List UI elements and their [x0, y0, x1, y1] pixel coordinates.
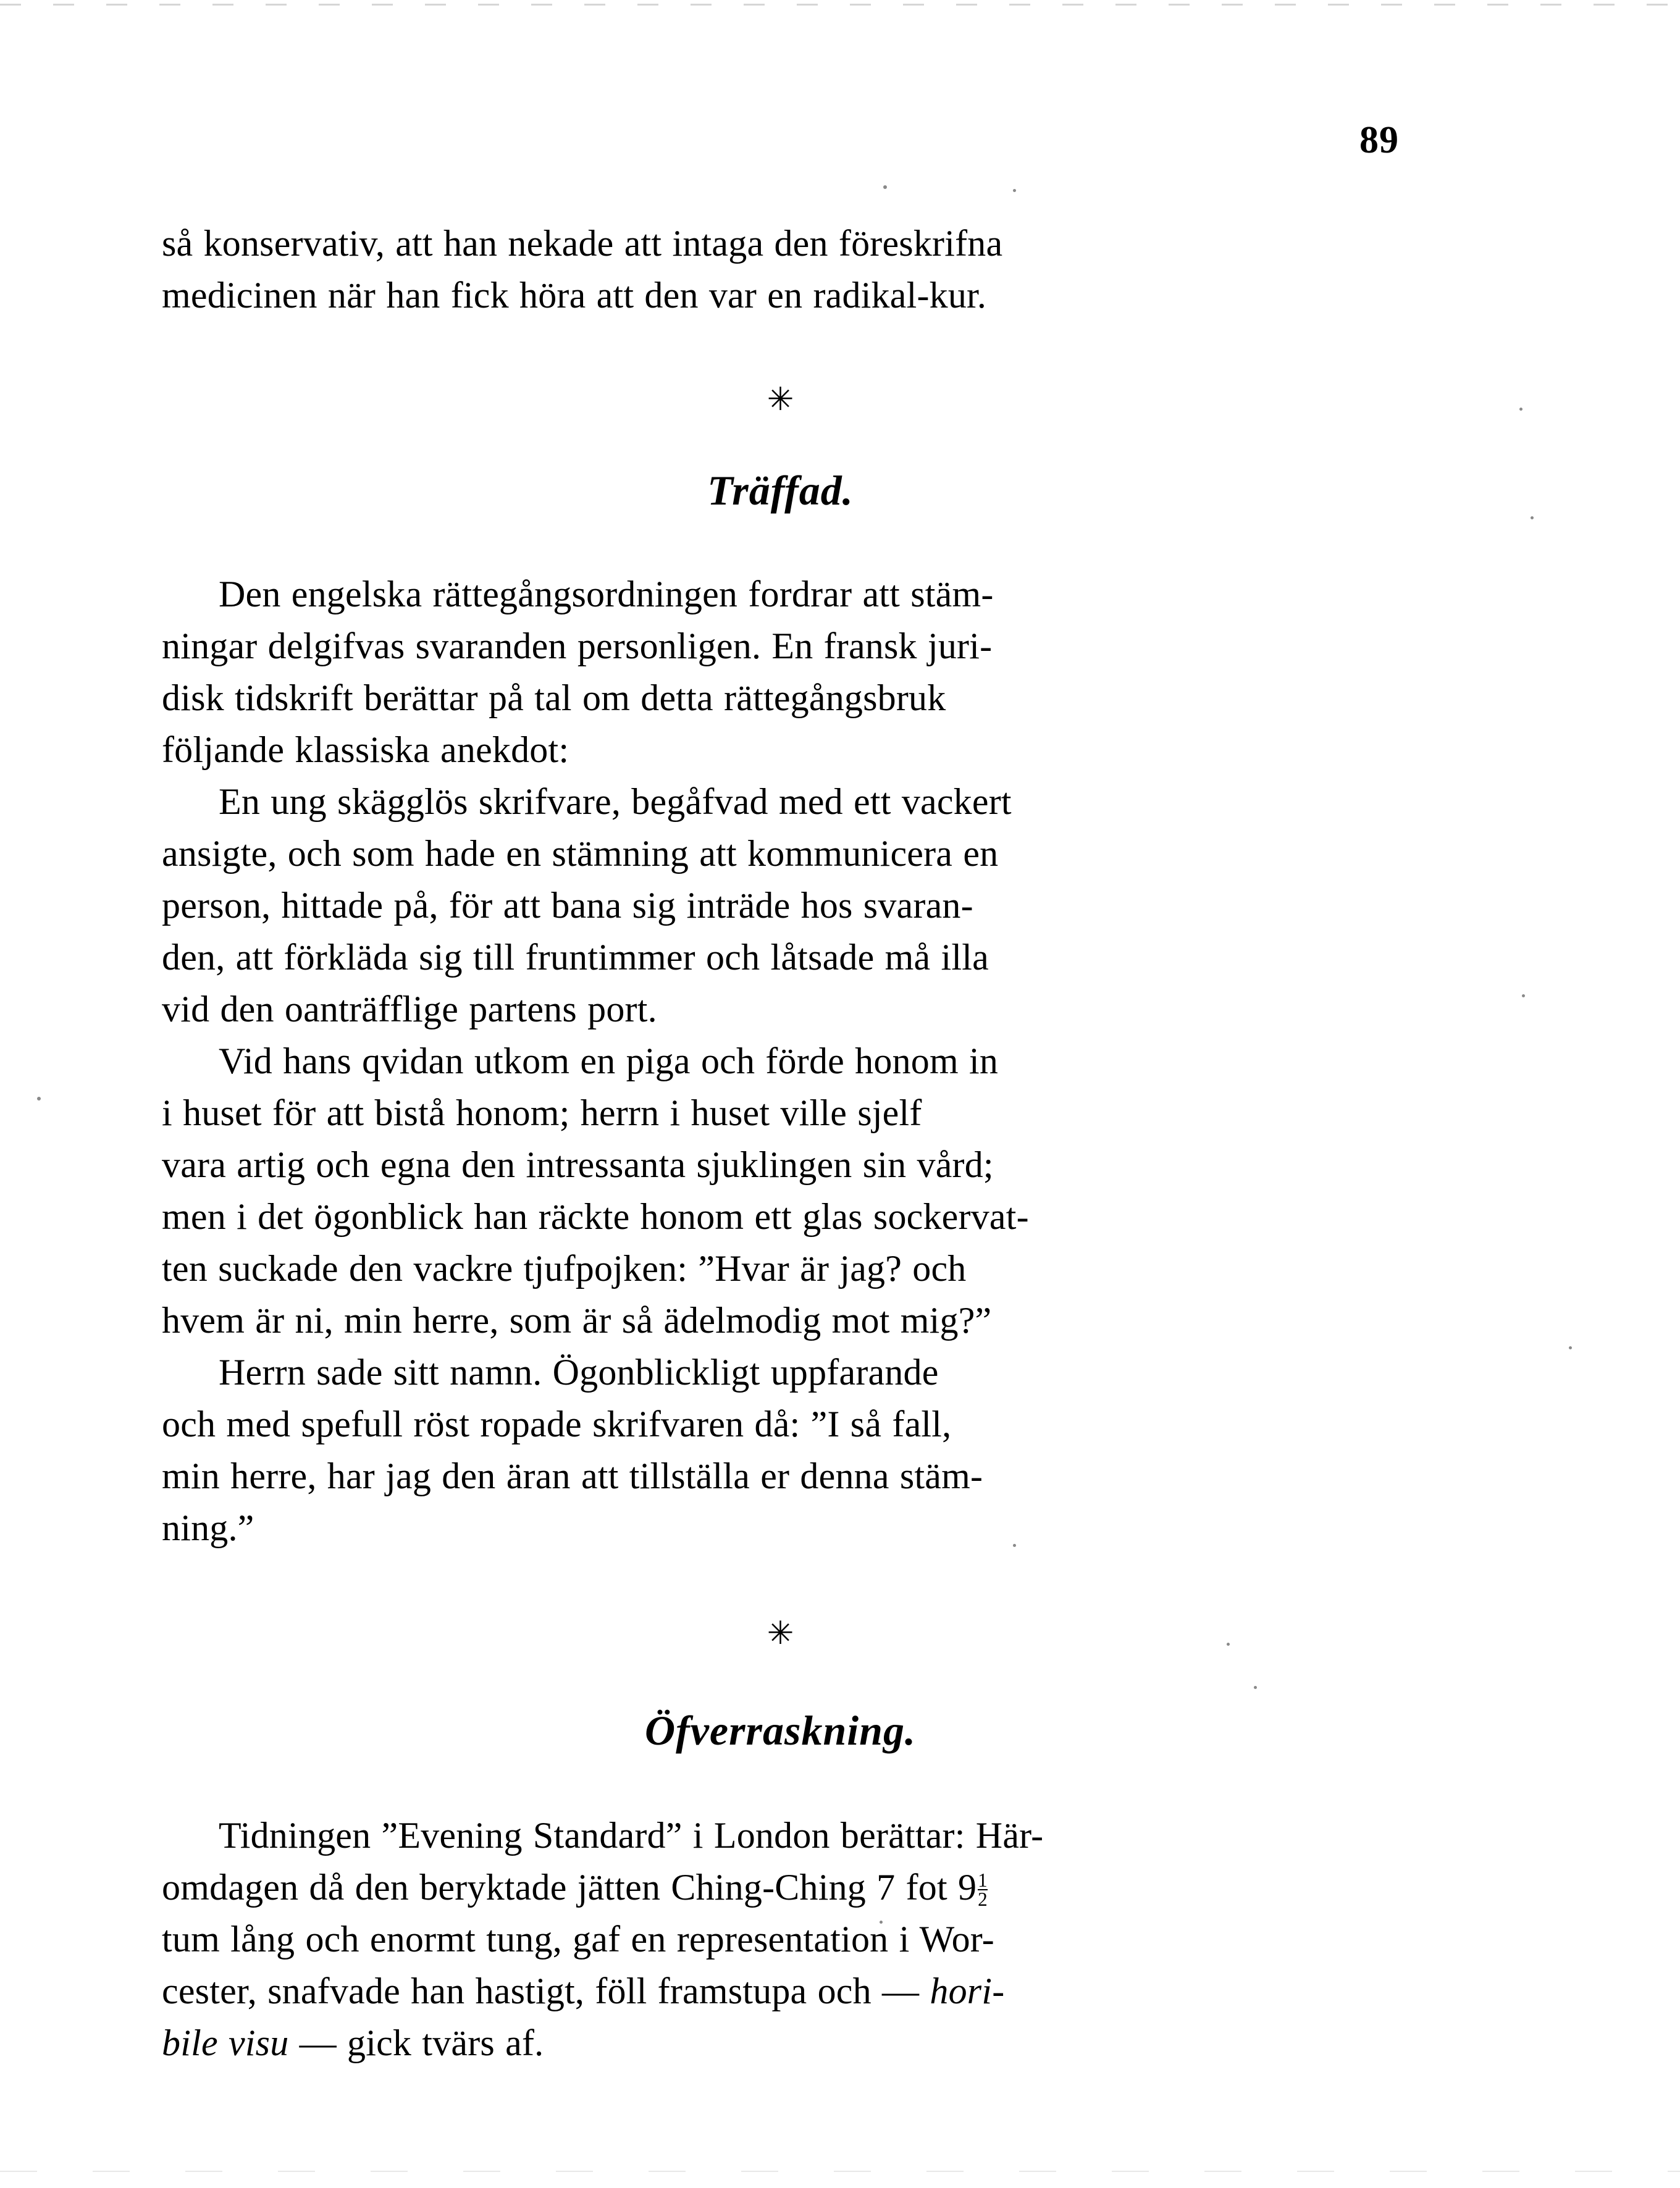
- paragraph-s1p2-line-3: person, hittade på, för att bana sig inträde hos svaran-: [162, 885, 973, 926]
- scan-speck: [883, 185, 887, 189]
- paragraph-s1p1-line-4: följande klassiska anekdot:: [162, 729, 569, 770]
- page-number: 89: [1359, 119, 1399, 161]
- line-text-tail: — gick tvärs af.: [288, 2022, 544, 2063]
- scan-speck: [1531, 516, 1534, 519]
- fraction-denominator: 2: [978, 1888, 988, 1911]
- paragraph-s1p2-line-4: den, att förkläda sig till fruntimmer och låtsade må illa: [162, 937, 989, 978]
- scan-speck: [1569, 1346, 1572, 1349]
- paragraph-s2p1-line-2: [162, 1861, 1399, 1913]
- section-title-ofverraskning: Öfverraskning.: [644, 1707, 917, 1754]
- paragraph-s2p1-line-1: Tidningen ”Evening Standard” i London berättar: Här-: [219, 1815, 1044, 1856]
- paragraph-s1p4-line-4: ning.”: [162, 1507, 254, 1548]
- fraction-numerator: 1: [978, 1869, 988, 1891]
- paragraph-s1p3-line-4: men i det ögonblick han räckte honom ett glas sockervat-: [162, 1196, 1029, 1237]
- fraction-one-half: [978, 1871, 988, 1909]
- paragraph-s1p1-line-3: disk tidskrift berättar på tal om detta rättegångsbruk: [162, 677, 946, 718]
- paragraph-s1p4-line-2: och med spefull röst ropade skrifvaren då: ”I så fall,: [162, 1404, 952, 1444]
- section-separator-asterisk-2: ✳: [766, 1616, 794, 1651]
- paragraph-opening-line-2: medicinen när han fick höra att den var en radikal-kur.: [162, 275, 987, 316]
- paragraph-s2p1-line-4: [162, 1965, 1399, 2017]
- section-title-traffad: Träffad.: [707, 467, 854, 514]
- paragraph-s1p3-line-6: hvem är ni, min herre, som är så ädelmodig mot mig?”: [162, 1300, 992, 1341]
- text-column: [162, 217, 1399, 2069]
- paragraph-s1p1-line-1: Den engelska rättegångsordningen fordrar att stäm-: [219, 574, 994, 614]
- scan-edge-artifact-top: [0, 4, 1680, 6]
- scan-speck: [1522, 994, 1525, 997]
- paragraph-s1p3-line-1: Vid hans qvidan utkom en piga och förde honom in: [219, 1041, 999, 1081]
- paragraph-s1p1-line-2: ningar delgifvas svaranden personligen. En fransk juri-: [162, 626, 993, 666]
- paragraph-s1p4-line-1: Herrn sade sitt namn. Ögonblickligt uppfarande: [219, 1352, 939, 1393]
- line-text-roman: cester, snafvade han hastigt, föll framstupa och —: [162, 1971, 930, 2011]
- latin-phrase-part-2: bile visu: [162, 2022, 289, 2063]
- paragraph-s1p2-line-1: En ung skägglös skrifvare, begåfvad med ett vackert: [219, 781, 1012, 822]
- scan-speck: [1519, 408, 1522, 411]
- paragraph-s2p1-line-5: [162, 2017, 1399, 2069]
- paragraph-s1p4-line-3: min herre, har jag den äran att tillställa er denna stäm-: [162, 1456, 983, 1496]
- scan-edge-artifact-bottom: [0, 2171, 1680, 2172]
- paragraph-opening-line-1: så konservativ, att han nekade att intaga den föreskrifna: [162, 223, 1003, 264]
- paragraph-s1p2-line-2: ansigte, och som hade en stämning att kommunicera en: [162, 833, 999, 874]
- paragraph-s1p3-line-2: i huset för att bistå honom; herrn i huset ville sjelf: [162, 1092, 922, 1133]
- paragraph-s1p3-line-3: vara artig och egna den intressanta sjuklingen sin vård;: [162, 1144, 994, 1185]
- paragraph-s2p1-line-3: tum lång och enormt tung, gaf en representation i Wor-: [162, 1919, 994, 1960]
- line-text-before-fraction: omdagen då den beryktade jätten Ching-Ching 7 fot 9: [162, 1867, 977, 1908]
- latin-phrase-part-1: hori-: [930, 1971, 1005, 2011]
- section-separator-asterisk-1: ✳: [766, 382, 794, 417]
- scan-speck: [1013, 189, 1016, 192]
- paragraph-s1p2-line-5: vid den oanträfflige partens port.: [162, 989, 657, 1029]
- paragraph-s1p3-line-5: ten suckade den vackre tjufpojken: ”Hvar är jag? och: [162, 1248, 967, 1289]
- scan-speck: [37, 1097, 41, 1100]
